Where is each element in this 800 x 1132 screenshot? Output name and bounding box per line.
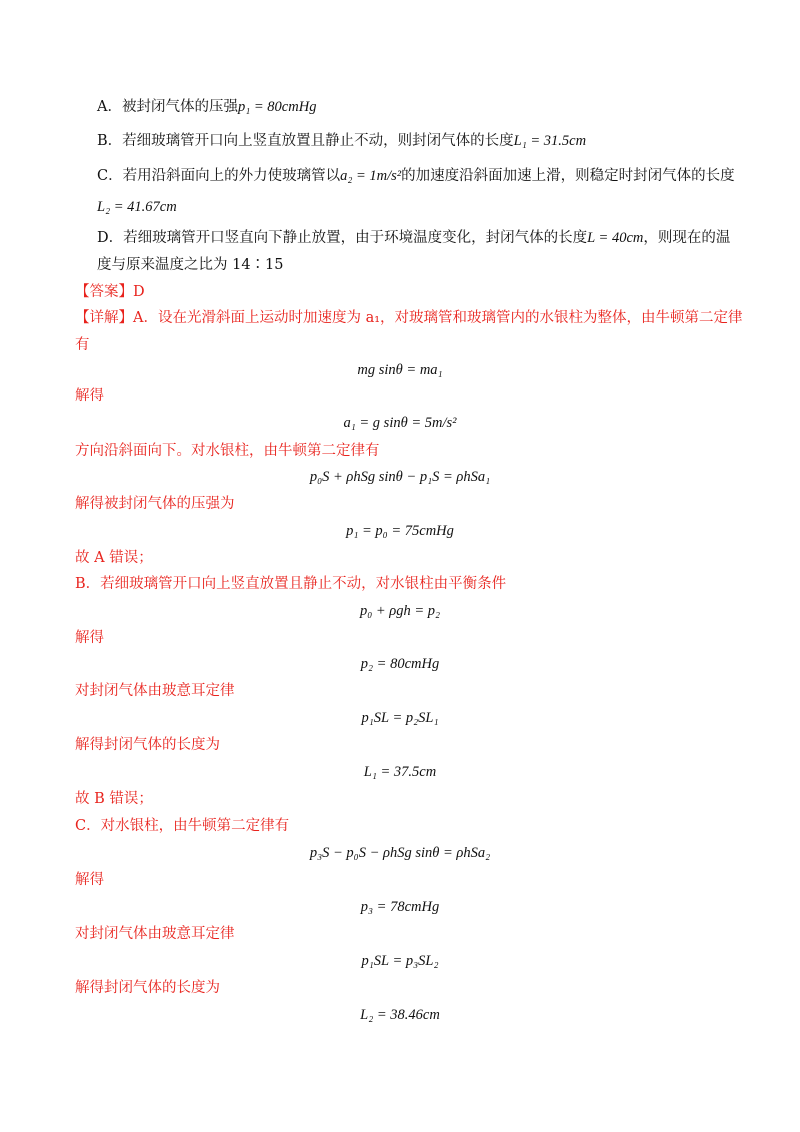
equation-7: p₁SL = p₂SL₁ xyxy=(361,710,439,726)
option-d: D．若细玻璃管开口竖直向下静止放置，由于环境温度变化，封闭气体的长度L = 40cm，则现在的温 xyxy=(97,230,731,246)
option-a-math: p₁ = 80cmHg xyxy=(237,99,317,115)
option-c-continued: L₂ = 41.67cm xyxy=(97,199,177,215)
analysis-line-12: 解得 xyxy=(75,630,104,646)
equation-8: L₁ = 37.5cm xyxy=(363,764,437,780)
equation-10: p₃ = 78cmHg xyxy=(360,899,440,915)
option-b-math: L₁ = 31.5cm xyxy=(513,133,587,149)
analysis-line-23: 对封闭气体由玻意耳定律 xyxy=(75,926,235,942)
equation-9: p₃S − p₀S − ρhSg sinθ = ρhSa₂ xyxy=(309,845,491,861)
option-c-math: a₂ = 1m/s² xyxy=(340,168,402,184)
option-d-math: L = 40cm xyxy=(587,230,644,246)
answer-value: D xyxy=(133,284,145,300)
analysis-line-0: 【详解】A．设在光滑斜面上运动时加速度为 a₁，对玻璃管和玻璃管内的水银柱为整体，由牛顿第二定律 xyxy=(75,310,743,326)
analysis-line-7: 解得被封闭气体的压强为 xyxy=(75,496,235,512)
option-b: B．若细玻璃管开口向上竖直放置且静止不动，则封闭气体的长度L₁ = 31.5cm xyxy=(97,133,587,149)
analysis-line-10: B．若细玻璃管开口向上竖直放置且静止不动，对水银柱由平衡条件 xyxy=(75,576,507,592)
analysis-line-1: 有 xyxy=(75,337,90,353)
analysis-line-5: 方向沿斜面向下。对水银柱，由牛顿第二定律有 xyxy=(75,443,380,459)
analysis-line-18: 故 B 错误； xyxy=(75,791,153,807)
analysis-line-14: 对封闭气体由玻意耳定律 xyxy=(75,683,235,699)
analysis-line-3: 解得 xyxy=(75,388,104,404)
analysis-line-21: 解得 xyxy=(75,872,104,888)
option-d-continued: 度与原来温度之比为 14∶15 xyxy=(97,257,284,273)
analysis-line-19: C．对水银柱，由牛顿第二定律有 xyxy=(75,818,290,834)
equation-6: p₂ = 80cmHg xyxy=(360,656,440,672)
analysis-line-9: 故 A 错误； xyxy=(75,550,153,566)
equation-1: mg sinθ = ma₁ xyxy=(357,362,443,378)
equation-12: L₂ = 38.46cm xyxy=(360,1007,440,1023)
equation-3: p₀S + ρhSg sinθ − p₁S = ρhSa₁ xyxy=(309,469,491,485)
equation-11: p₁SL = p₃SL₂ xyxy=(361,953,439,969)
analysis-line-16: 解得封闭气体的长度为 xyxy=(75,737,220,753)
option-a: A．被封闭气体的压强p₁ = 80cmHg xyxy=(97,99,317,115)
equation-4: p₁ = p₀ = 75cmHg xyxy=(346,523,454,539)
answer-label: 【答案】 xyxy=(75,284,133,300)
analysis-label: 【详解】 xyxy=(75,310,133,326)
analysis-line-25: 解得封闭气体的长度为 xyxy=(75,980,220,996)
equation-5: p₀ + ρgh = p₂ xyxy=(359,603,441,619)
equation-2: a₁ = g sinθ = 5m/s² xyxy=(343,415,457,431)
option-c: C．若用沿斜面向上的外力使玻璃管以a₂ = 1m/s²的加速度沿斜面加速上滑，则稳定时封闭气体的长度 xyxy=(97,168,735,184)
answer-line xyxy=(75,282,145,302)
